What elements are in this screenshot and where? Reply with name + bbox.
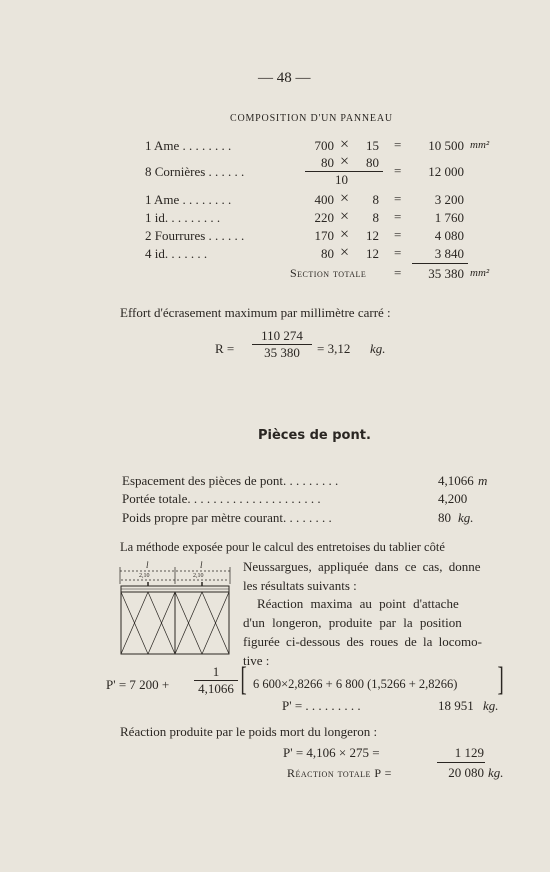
effort-denominator: 35 380 bbox=[264, 345, 300, 360]
formula-lhs: P' = 7 200 + bbox=[106, 677, 170, 692]
row-result: 12 000 bbox=[428, 164, 464, 179]
row-b: 12 bbox=[366, 246, 379, 261]
total-eq: = bbox=[394, 265, 402, 280]
row-label: 1 Ame . . . . . . . . bbox=[145, 138, 232, 153]
effort-text: Effort d'écrasement maximum par millimètre carré : bbox=[120, 305, 391, 320]
spec-value: 4,200 bbox=[438, 491, 468, 506]
composition-title: COMPOSITION D'UN PANNEAU bbox=[230, 113, 393, 124]
total-reaction-label: Réaction totale P = bbox=[287, 766, 392, 780]
formula-numerator: 1 bbox=[194, 665, 238, 681]
truss-figure bbox=[118, 562, 238, 662]
row-eq: = bbox=[394, 245, 402, 260]
dead-load-rule bbox=[437, 762, 485, 763]
row-b: 15 bbox=[366, 138, 379, 153]
row-label: 1 Ame . . . . . . . . bbox=[145, 192, 232, 207]
total-unit: mm² bbox=[470, 267, 490, 279]
row-label: 2 Fourrures . . . . . . bbox=[145, 228, 245, 243]
row-eq: = bbox=[394, 191, 402, 206]
effort-numerator: 110 274 bbox=[252, 329, 312, 345]
row-eq: = bbox=[394, 137, 402, 152]
row-a: 700 bbox=[314, 138, 334, 153]
total-label: Section totale bbox=[290, 266, 367, 280]
row-unit: mm² bbox=[470, 139, 490, 151]
spec-label: Espacement des pièces de pont. . . . . . . . . bbox=[122, 473, 339, 488]
row-label: 1 id. . . . . . . . . bbox=[145, 210, 221, 225]
figure-label-l2: l bbox=[200, 560, 203, 570]
row-result: 3 840 bbox=[434, 246, 464, 261]
row-a: 220 bbox=[314, 210, 334, 225]
figure-label-l1: l bbox=[146, 560, 149, 570]
row-denominator: 10 bbox=[335, 172, 348, 187]
paragraph-line: tive : bbox=[243, 653, 270, 668]
row-a: 80 bbox=[321, 246, 334, 261]
effort-unit: kg. bbox=[370, 341, 386, 356]
row-result: 10 500 bbox=[428, 138, 464, 153]
paragraph-line: figurée ci-dessous des roues de la locomo- bbox=[243, 634, 482, 649]
total-reaction-value: 20 080 bbox=[448, 765, 484, 780]
page-number: — 48 — bbox=[258, 70, 311, 86]
spec-label: Poids propre par mètre courant. . . . . . . . bbox=[122, 510, 332, 525]
spec-value: 4,1066 bbox=[438, 473, 474, 488]
row-op: × bbox=[340, 208, 350, 225]
total-rule bbox=[412, 263, 468, 264]
row-result: 3 200 bbox=[434, 192, 464, 207]
paragraph-line: les résultats suivants : bbox=[243, 578, 357, 593]
formula-fraction bbox=[194, 665, 238, 696]
row-b: 12 bbox=[366, 228, 379, 243]
effort-fraction bbox=[252, 329, 312, 360]
p-value: 18 951 bbox=[438, 698, 474, 713]
row-result: 1 760 bbox=[434, 210, 464, 225]
row-op: × bbox=[340, 190, 350, 207]
section-title: Pièces de pont. bbox=[258, 428, 371, 443]
paragraph-line: Neussargues, appliquée dans ce cas, donne bbox=[243, 559, 481, 574]
formula-denominator: 4,1066 bbox=[198, 681, 234, 696]
truss-diagram bbox=[118, 562, 238, 662]
paragraph-line: d'un longeron, produite par la position bbox=[243, 615, 462, 630]
row-b: 80 bbox=[366, 155, 379, 170]
figure-dim2: 2,10 bbox=[193, 573, 204, 579]
dead-load-eq: P' = 4,106 × 275 = bbox=[283, 745, 380, 760]
row-op: × bbox=[340, 136, 350, 153]
total-value: 35 380 bbox=[428, 266, 464, 281]
left-bracket: [ bbox=[240, 661, 247, 698]
dead-load-text: Réaction produite par le poids mort du longeron : bbox=[120, 724, 378, 739]
total-reaction-unit: kg. bbox=[488, 765, 504, 780]
spec-value: 80 bbox=[438, 510, 451, 525]
effort-lhs: R = bbox=[215, 341, 235, 356]
row-a: 170 bbox=[314, 228, 334, 243]
spec-unit: kg. bbox=[458, 510, 474, 525]
row-result: 4 080 bbox=[434, 228, 464, 243]
row-eq: = bbox=[394, 227, 402, 242]
row-b: 8 bbox=[372, 210, 379, 225]
row-eq: = bbox=[394, 209, 402, 224]
row-op: × bbox=[340, 244, 350, 261]
paragraph-line: La méthode exposée pour le calcul des entretoises du tablier côté bbox=[120, 540, 445, 554]
figure-dim1: 2,10 bbox=[139, 573, 150, 579]
paragraph-line: Réaction maxima au point d'attache bbox=[257, 596, 459, 611]
p-unit: kg. bbox=[483, 698, 499, 713]
spec-unit: m bbox=[478, 473, 488, 488]
right-bracket: ] bbox=[497, 661, 504, 698]
row-a: 400 bbox=[314, 192, 334, 207]
row-op: × bbox=[340, 226, 350, 243]
spec-label: Portée totale. . . . . . . . . . . . . . . . . . . . . bbox=[122, 491, 321, 506]
row-op: × bbox=[340, 153, 350, 170]
p-label: P' = . . . . . . . . . bbox=[282, 698, 361, 713]
row-eq: = bbox=[394, 163, 402, 178]
row-a: 80 bbox=[321, 155, 334, 170]
row-label: 8 Cornières . . . . . . bbox=[145, 164, 245, 179]
row-b: 8 bbox=[372, 192, 379, 207]
row-label: 4 id. . . . . . . bbox=[145, 246, 208, 261]
effort-rhs: = 3,12 bbox=[317, 341, 351, 356]
bracket-content: 6 600×2,8266 + 6 800 (1,5266 + 2,8266) bbox=[253, 677, 458, 691]
dead-load-value: 1 129 bbox=[454, 745, 484, 760]
